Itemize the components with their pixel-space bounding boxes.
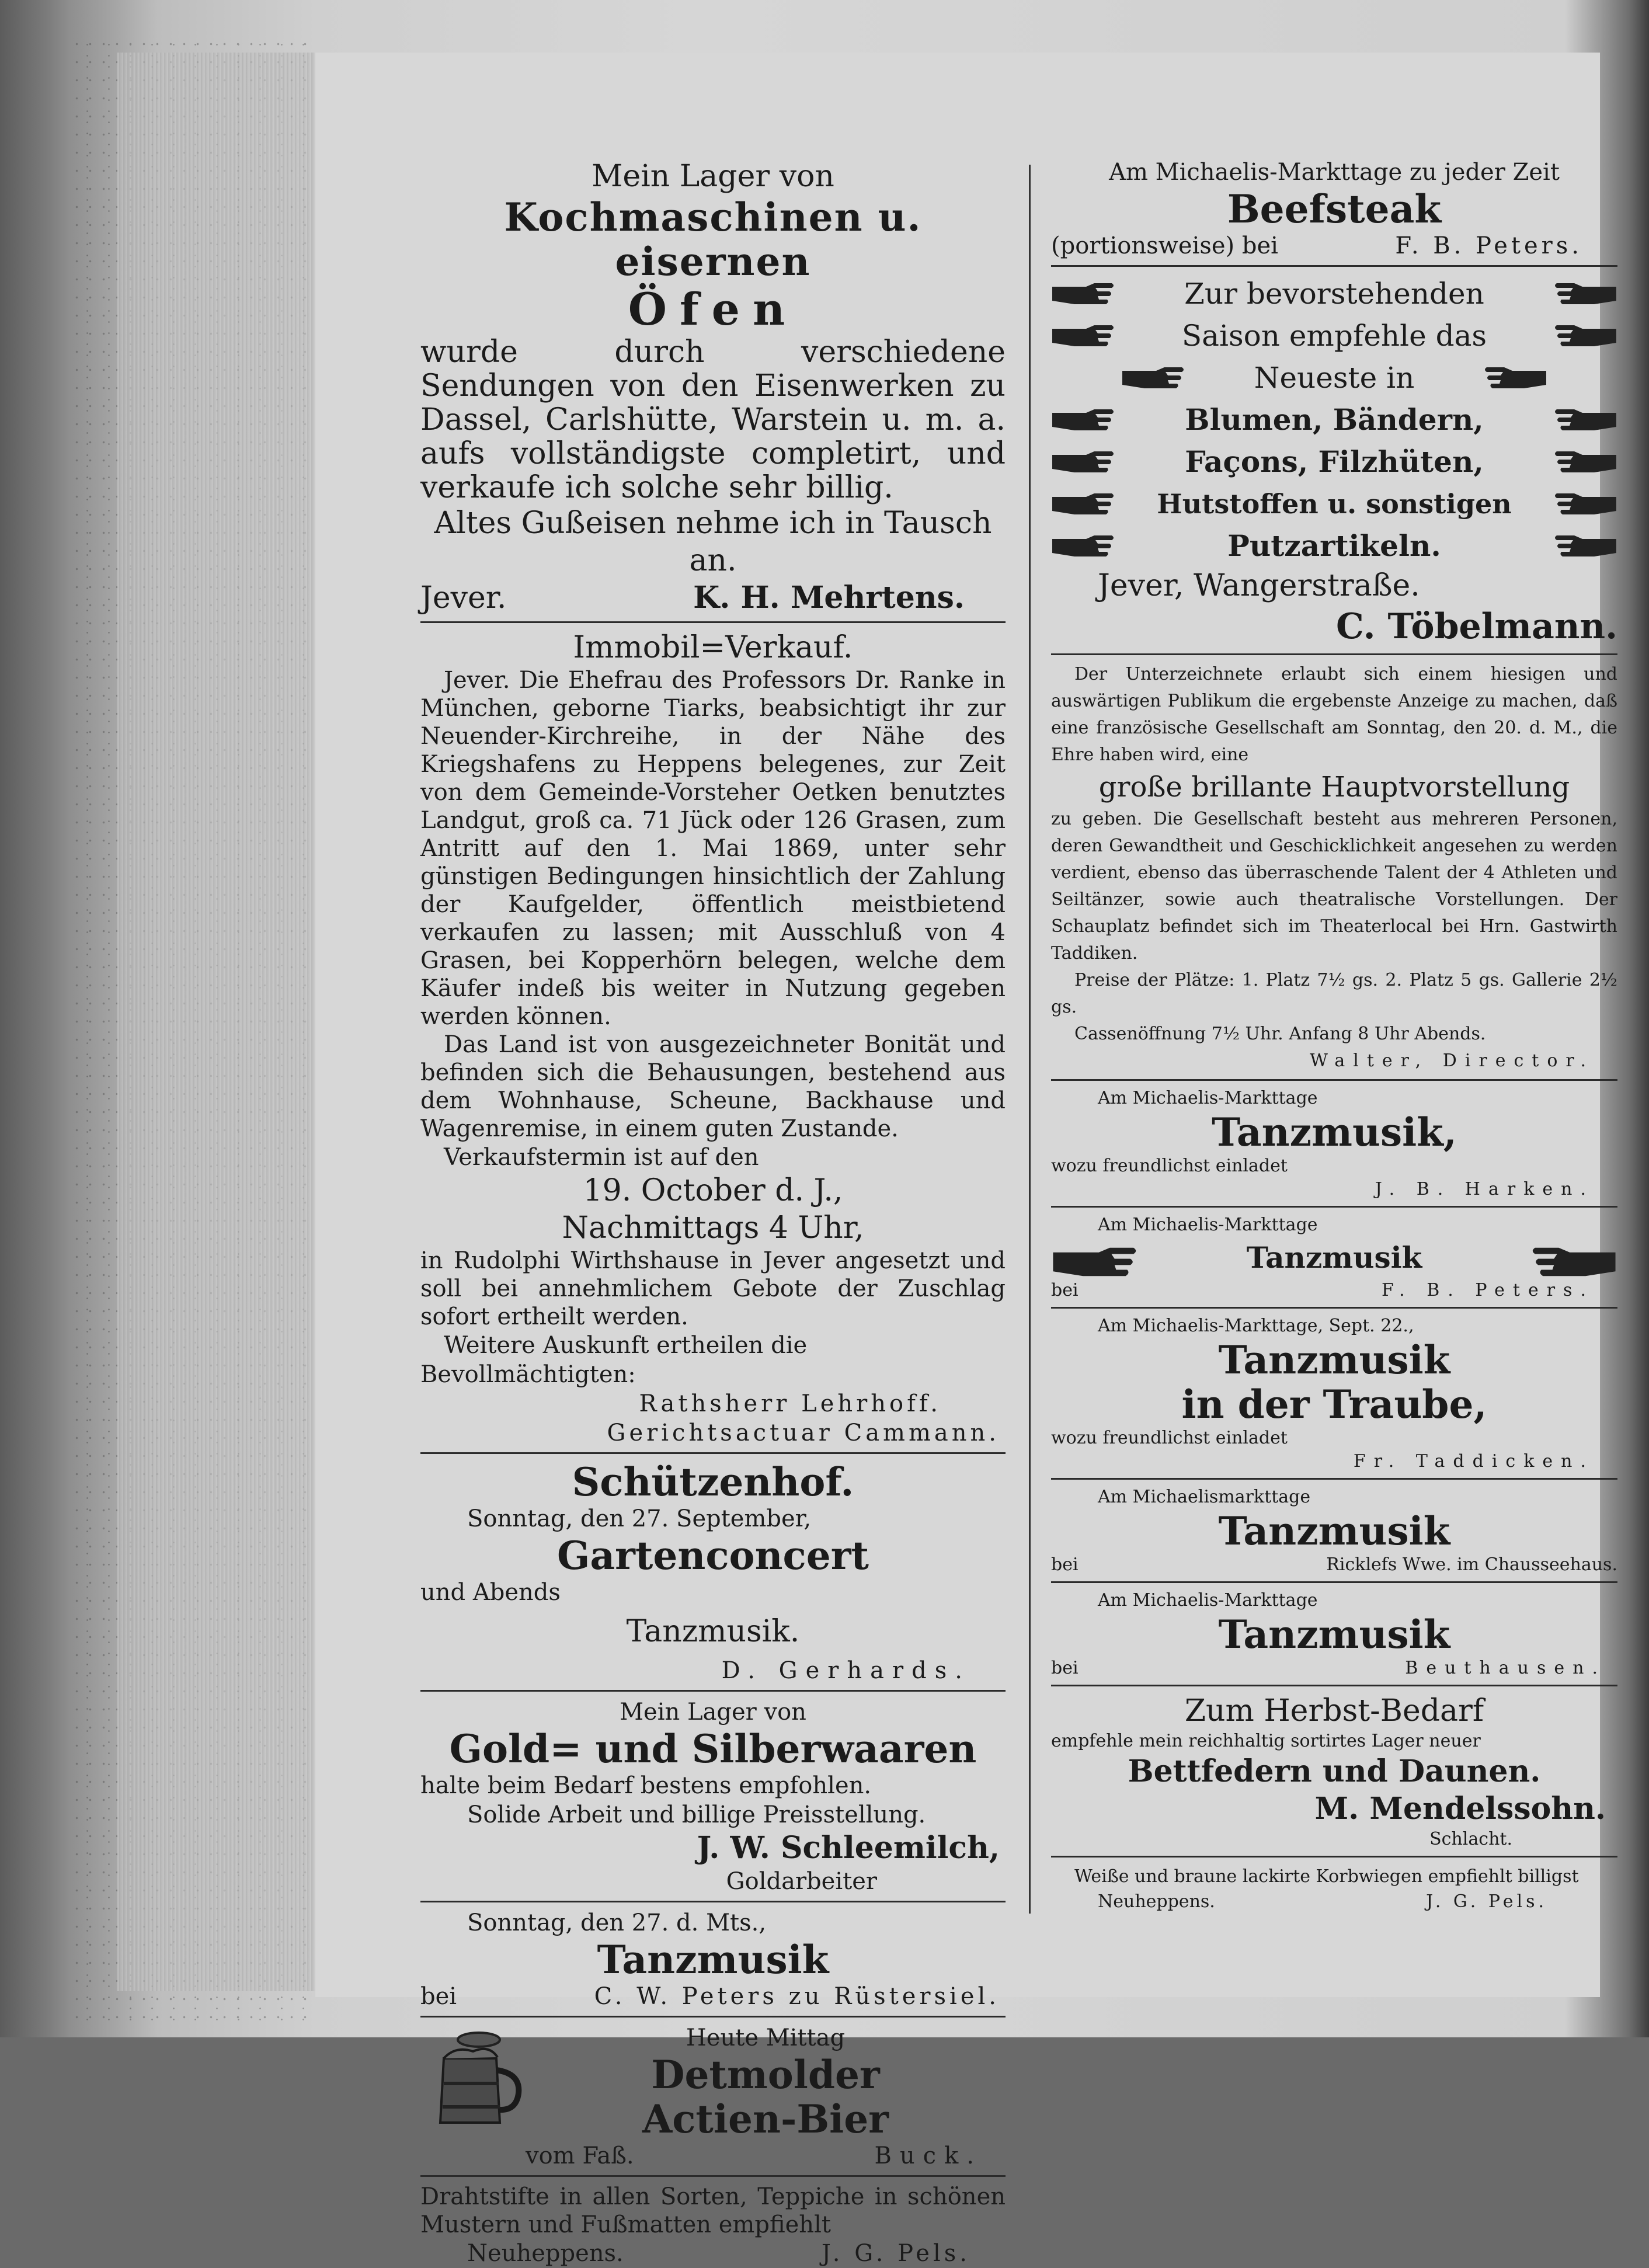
- beuth-bei: bei: [1051, 1658, 1079, 1678]
- gesellschaft-title: große brillante Hauptvorstellung: [1098, 771, 1570, 803]
- herbst-signature: M. Mendelssohn.: [1314, 1791, 1606, 1827]
- immobil-time: Nachmittags 4 Uhr,: [562, 1210, 864, 1246]
- bier-signature: Buck.: [874, 2142, 982, 2169]
- immobil-p1: Jever. Die Ehefrau des Professors Dr. Ranke in München, geborne Tiarks, beabsichtigt ihr zur Neuender-Kirchreihe, in der Nähe des Kriegshafens zu Heppens belegenes, zur Zeit von dem Gemeinde-Vorsteher Oetken benutztes Landgut, groß ca. 71 Jück oder 126 Grasen, zum Antritt auf den 1. Mai 1869, unter sehr günstigen Bedingungen hinsichtlich der Zahlung der Kaufgelder, öffentlich meistbietend verkaufen zu lassen; mit Ausschluß von 4 Grasen, bei Kopperhörn belegen, welche dem Käufer indeß bis weiter in Nutzung gegeben werden können.: [420, 667, 1006, 1030]
- ad-pels: [420, 2183, 1006, 2268]
- ad-beuthausen: [1051, 1589, 1617, 1680]
- peters-bei: bei: [420, 1983, 457, 2010]
- harken-line3: wozu freundlichst einladet: [1051, 1156, 1288, 1176]
- pointing-hand-icon: [1051, 492, 1115, 516]
- pels-signature: J. G. Pels.: [821, 2240, 970, 2267]
- rule: [1051, 1478, 1617, 1480]
- pointing-hand-icon: [1553, 450, 1617, 474]
- gesellschaft-signature: Walter, Director.: [1310, 1050, 1594, 1071]
- ad-korbwiegen: [1051, 1863, 1617, 1914]
- rickl-bei: bei: [1051, 1554, 1079, 1575]
- gesellschaft-p2: zu geben. Die Gesellschaft besteht aus mehreren Personen, deren Gewandtheit und Geschicklichkeit angesehen zu werden verdient, ebenso das überraschende Talent der 4 Athleten und Seiltänzer, sowie auch theatralische Vorstellungen. Der Schauplatz befindet sich im Theaterlocal bei Hrn. Gastwirth Taddiken.: [1051, 809, 1617, 963]
- oefen-title: Öfen: [628, 283, 798, 335]
- pointing-hand-icon: [1553, 324, 1617, 347]
- ad-traube: [1051, 1314, 1617, 1473]
- rule: [420, 2175, 1006, 2177]
- herbst-trade: Schlacht.: [1429, 1829, 1512, 1849]
- schuetzenhof-title: Schützenhof.: [572, 1459, 854, 1505]
- beefsteak-signature: F. B. Peters.: [1395, 232, 1582, 259]
- herbst-line2: empfehle mein reichhaltig sortirtes Lager neuer: [1051, 1731, 1481, 1751]
- harken-title: Tanzmusik,: [1212, 1109, 1457, 1155]
- rickl-title: Tanzmusik: [1218, 1508, 1450, 1554]
- beer-mug-icon: [420, 2023, 526, 2128]
- putz-line7: Putzartikeln.: [1227, 528, 1441, 563]
- rule: [420, 1690, 1006, 1692]
- pointing-hand-icon: [1553, 492, 1617, 516]
- ad-schuetzenhof: [420, 1460, 1006, 1685]
- rule: [420, 1901, 1006, 1902]
- putz-line1: Zur bevorstehenden: [1184, 277, 1484, 311]
- pointing-hand-icon: [1051, 534, 1115, 558]
- immobil-sign2: Gerichtsactuar Cammann.: [607, 1420, 1000, 1446]
- oefen-place: Jever.: [420, 580, 507, 615]
- traube-line3: wozu freundlichst einladet: [1051, 1428, 1288, 1448]
- ad-peters-ruestersiel: [420, 1908, 1006, 2011]
- herbst-line3: Bettfedern und Daunen.: [1128, 1754, 1541, 1789]
- column-divider: [1029, 165, 1031, 1914]
- rule: [420, 621, 1006, 623]
- pointing-hand-icon: [1553, 408, 1617, 432]
- putz-line4: Blumen, Bändern,: [1185, 402, 1484, 437]
- gesellschaft-p4: Cassenöffnung 7½ Uhr. Anfang 8 Uhr Abends.: [1074, 1024, 1486, 1044]
- pointing-hand-icon: [1121, 366, 1185, 389]
- beefsteak-title: Beefsteak: [1227, 186, 1442, 232]
- left-column: [420, 158, 1006, 2268]
- ad-oefen: [420, 158, 1006, 617]
- bier-line2: Detmolder: [651, 2052, 880, 2097]
- gold-line3: halte beim Bedarf bestens empfohlen.: [420, 1772, 872, 1799]
- putz-line2: Saison empfehle das: [1181, 319, 1487, 353]
- rule: [1051, 1856, 1617, 1857]
- gold-trade: Goldarbeiter: [726, 1868, 877, 1895]
- bier-line1: Heute Mittag: [686, 2024, 846, 2051]
- pointing-hand-icon: [1051, 282, 1115, 305]
- immobil-title: Immobil=Verkauf.: [573, 630, 853, 665]
- schuetzenhof-und: und Abends: [420, 1579, 561, 1606]
- gold-line1: Mein Lager von: [620, 1699, 806, 1726]
- immobil-p5: Weitere Auskunft ertheilen die Bevollmächtigten:: [420, 1332, 808, 1388]
- oefen-body: wurde durch verschiedene Sendungen von den Eisenwerken zu Dassel, Carlshütte, Warstein u. m. a. aufs vollständigste completirt, und verkaufe ich solche sehr billig.: [420, 335, 1006, 505]
- immobil-sign1: Rathsherr Lehrhoff.: [639, 1390, 941, 1417]
- oefen-line5: Altes Gußeisen nehme ich in Tausch an.: [434, 506, 992, 578]
- gold-title: Gold= und Silberwaaren: [449, 1726, 977, 1772]
- rule: [1051, 1307, 1617, 1309]
- peters-signature: C. W. Peters zu Rüstersiel.: [594, 1983, 1000, 2010]
- beuth-line1: Am Michaelis-Markttage: [1098, 1590, 1318, 1610]
- immobil-p3: Verkaufstermin ist auf den: [444, 1144, 759, 1171]
- pointing-hand-icon: [1483, 366, 1547, 389]
- pointing-hand-icon: [1051, 408, 1115, 432]
- ad-detmolder-bier: [420, 2023, 1006, 2170]
- ad-harken: [1051, 1087, 1617, 1201]
- pointing-hand-icon: [1051, 1246, 1139, 1269]
- gesellschaft-p1: Der Unterzeichnete erlaubt sich einem hiesigen und auswärtigen Publikum die ergebenste Anzeige zu machen, daß eine französische Gesellschaft am Sonntag, den 20. d. M., die Ehre haben wird, eine: [1051, 664, 1617, 765]
- schuetzenhof-date: Sonntag, den 27. September,: [467, 1505, 812, 1532]
- oefen-line1: Mein Lager von: [592, 159, 834, 194]
- pels-body: Drahtstifte in allen Sorten, Teppiche in schönen Mustern und Fußmatten empfiehlt: [420, 2183, 1006, 2238]
- peters2-signature: F. B. Peters.: [1381, 1280, 1594, 1300]
- schuetzenhof-concert: Gartenconcert: [557, 1533, 869, 1578]
- rule: [420, 2016, 1006, 2017]
- harken-line1: Am Michaelis-Markttage: [1098, 1088, 1318, 1108]
- korb-body: Weiße und braune lackirte Korbwiegen empfiehlt billigst: [1074, 1866, 1579, 1887]
- putz-line6: Hutstoffen u. sonstigen: [1157, 488, 1512, 520]
- ad-putzartikel: [1051, 273, 1617, 649]
- rule: [1051, 1581, 1617, 1583]
- herbst-title: Zum Herbst-Bedarf: [1184, 1693, 1484, 1728]
- peters2-title: Tanzmusik: [1246, 1240, 1422, 1275]
- gold-line4: Solide Arbeit und billige Preisstellung.: [467, 1801, 926, 1828]
- pointing-hand-icon: [1553, 282, 1617, 305]
- bier-vom-fass: vom Faß.: [526, 2142, 634, 2169]
- peters2-bei: bei: [1051, 1280, 1079, 1300]
- rule: [1051, 1206, 1617, 1208]
- putz-line5: Façons, Filzhüten,: [1185, 444, 1484, 479]
- gesellschaft-p3: Preise der Plätze: 1. Platz 7½ gs. 2. Platz 5 gs. Gallerie 2½ gs.: [1051, 970, 1617, 1017]
- beuth-signature: Beuthausen.: [1405, 1658, 1606, 1678]
- putz-place: Jever, Wangerstraße.: [1098, 568, 1420, 603]
- ad-immobil: [420, 629, 1006, 1448]
- oefen-headline: Kochmaschinen u. eisernen: [504, 194, 922, 284]
- traube-title2: in der Traube,: [1181, 1382, 1487, 1427]
- pointing-hand-icon: [1051, 324, 1115, 347]
- gold-signature: J. W. Schleemilch,: [697, 1830, 1000, 1866]
- right-column: [1051, 158, 1617, 1914]
- ad-ricklefs: [1051, 1486, 1617, 1577]
- page-stack-edges: [117, 53, 315, 1991]
- immobil-p2: Das Land ist von ausgezeichneter Bonität und befinden sich die Behausungen, bestehend aus dem Wohnhause, Scheune, Backhause und Wagenremise, in einem guten Zustande.: [420, 1031, 1006, 1142]
- ad-gold: [420, 1697, 1006, 1896]
- rule: [1051, 265, 1617, 267]
- peters-title: Tanzmusik: [597, 1937, 829, 1982]
- pels-place: Neuheppens.: [467, 2240, 624, 2267]
- schuetzenhof-dance: Tanzmusik.: [626, 1614, 800, 1649]
- schuetzenhof-signature: D. Gerhards.: [721, 1657, 970, 1684]
- rule: [1051, 1685, 1617, 1686]
- pointing-hand-icon: [1051, 450, 1115, 474]
- peters-date: Sonntag, den 27. d. Mts.,: [467, 1909, 767, 1936]
- harken-signature: J. B. Harken.: [1375, 1179, 1594, 1199]
- immobil-p4: in Rudolphi Wirthshause in Jever angesetzt und soll bei annehmlichem Gebote der Zuschlag sofort ertheilt werden.: [420, 1247, 1006, 1330]
- korb-place: Neuheppens.: [1098, 1891, 1215, 1912]
- pointing-hand-icon: [1553, 534, 1617, 558]
- traube-signature: Fr. Taddicken.: [1353, 1451, 1594, 1472]
- putz-signature: C. Töbelmann.: [1335, 606, 1617, 647]
- beefsteak-line3: (portionsweise) bei: [1051, 232, 1278, 259]
- traube-line1: Am Michaelis-Markttage, Sept. 22.,: [1098, 1316, 1414, 1336]
- beefsteak-line1: Am Michaelis-Markttage zu jeder Zeit: [1109, 159, 1560, 186]
- bier-line3: Actien-Bier: [642, 2096, 889, 2142]
- putz-line3: Neueste in: [1254, 361, 1415, 395]
- ad-gesellschaft: [1051, 661, 1617, 1074]
- rule: [1051, 653, 1617, 655]
- ad-beefsteak: [1051, 158, 1617, 260]
- rule: [1051, 1079, 1617, 1081]
- korb-signature: J. G. Pels.: [1426, 1891, 1547, 1912]
- rickl-signature: Ricklefs Wwe. im Chausseehaus.: [1326, 1554, 1617, 1575]
- oefen-signature: K. H. Mehrtens.: [693, 580, 965, 615]
- beuth-title: Tanzmusik: [1218, 1612, 1450, 1657]
- ad-herbst: [1051, 1692, 1617, 1851]
- ad-peters-markt: [1051, 1213, 1617, 1302]
- immobil-date: 19. October d. J.,: [583, 1173, 843, 1208]
- peters2-line1: Am Michaelis-Markttage: [1098, 1215, 1318, 1235]
- pointing-hand-icon: [1530, 1246, 1617, 1269]
- traube-title1: Tanzmusik: [1218, 1337, 1450, 1383]
- rickl-line1: Am Michaelismarkttage: [1098, 1487, 1311, 1507]
- rule: [420, 1452, 1006, 1454]
